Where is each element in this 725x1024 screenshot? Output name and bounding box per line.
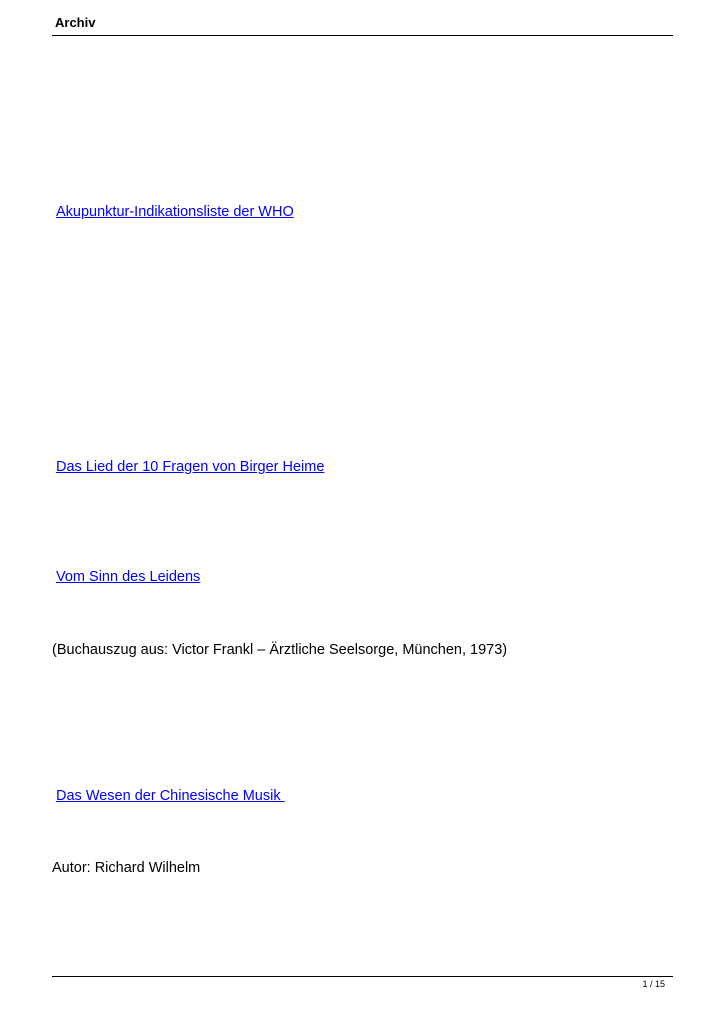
link-akupunktur-indikationsliste[interactable]: Akupunktur-Indikationsliste der WHO xyxy=(56,204,294,220)
link-wesen-chinesische-musik[interactable]: Das Wesen der Chinesische Musik xyxy=(56,788,285,804)
link-vom-sinn-des-leidens[interactable]: Vom Sinn des Leidens xyxy=(56,569,201,585)
link-lied-der-10-fragen[interactable]: Das Lied der 10 Fragen von Birger Heime xyxy=(56,459,325,475)
footer-divider xyxy=(52,976,673,977)
note-autor-wilhelm: Autor: Richard Wilhelm xyxy=(52,860,201,876)
page-number: 1 / 15 xyxy=(642,979,665,989)
note-buchauszug-frankl: (Buchauszug aus: Victor Frankl – Ärztliche Seelsorge, München, 1973) xyxy=(52,642,508,658)
header-divider xyxy=(52,35,673,36)
header-title: Archiv xyxy=(55,15,96,30)
